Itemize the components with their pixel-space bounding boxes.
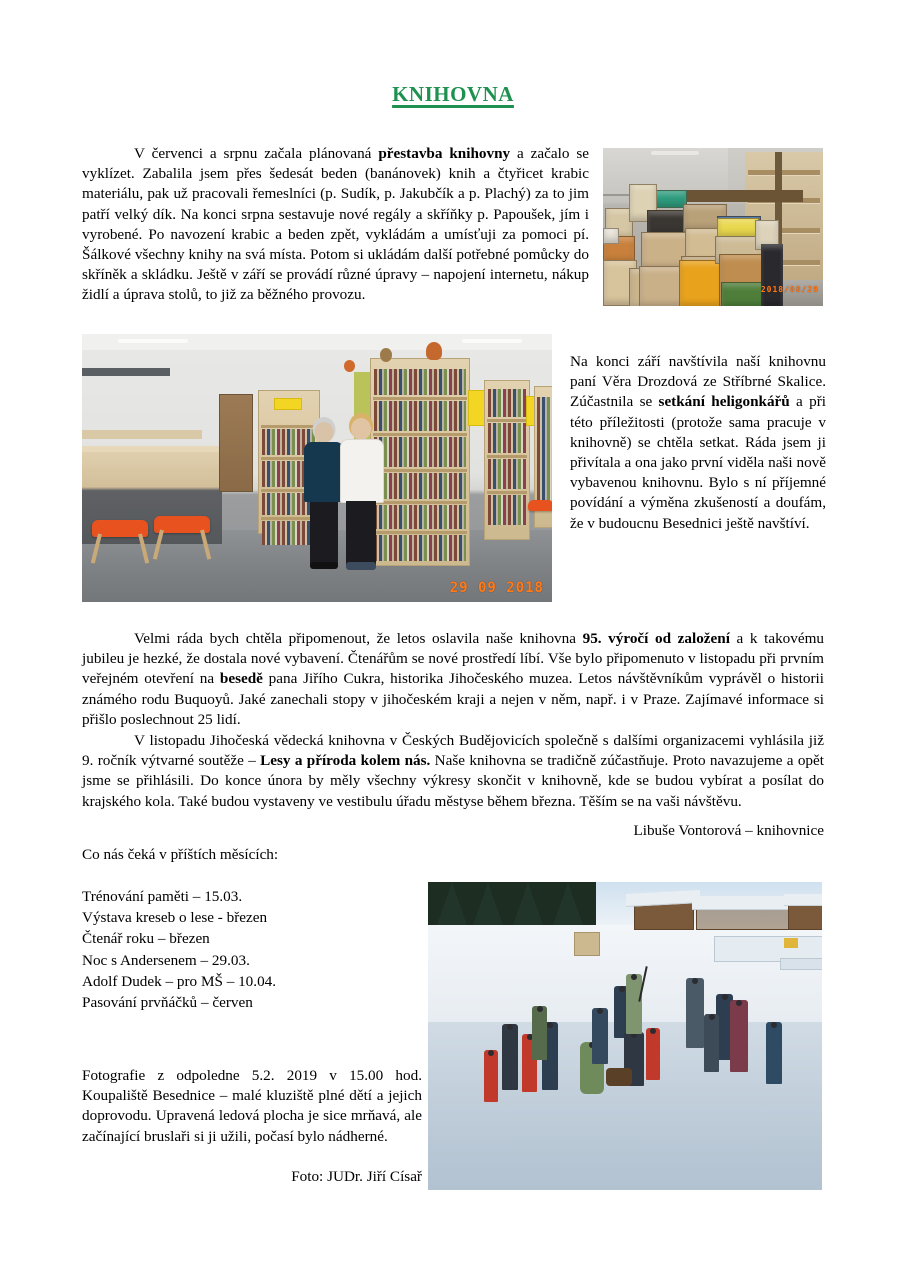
photo-bench xyxy=(784,938,798,948)
photo-bookcase-right xyxy=(484,380,530,540)
photo-carton xyxy=(679,260,723,306)
photo-ceiling-light xyxy=(118,339,188,343)
paragraph-library-renovation xyxy=(82,144,589,306)
photo-far-cabin-roof xyxy=(784,894,822,906)
photo-shelter xyxy=(696,908,790,930)
list-item: Pasování prvňáčků – červen xyxy=(82,994,253,1012)
photo-person xyxy=(766,1022,782,1084)
photo-person-legs xyxy=(346,501,376,565)
visit-text-2: a při této příležitosti (protože sama pracuje v knihovně) se chtěla setkat. Ráda jsem ji přivítala a ona jako první viděla naši nově vybavenou knihovnu. Bylo s ní příjemné povídání a výměna zkušeností a doufám, že v budoucnu Besednici ještě navštíví. xyxy=(570,393,826,532)
photo-person-shoes xyxy=(346,562,376,570)
intro-bold-1: přestavba knihovny xyxy=(378,145,511,162)
photo-shelter-roof xyxy=(692,896,792,910)
photo-person xyxy=(532,1006,547,1060)
anniv-text-3: pana Jiřího Cukra, historika Jihočeského muzea. Letos návštěvníkům vyprávěl o historii známého rodu Buquoyů. Jaké zanechali stopy v jihočeském kraji a nejen v něm, např. i v Praze. Zajímavé informace si přišlo poslechnout 25 lidí. xyxy=(82,670,824,728)
photo-person xyxy=(502,1024,518,1090)
anniv-bold-1: 95. výročí od založení xyxy=(582,630,730,647)
photo-person xyxy=(592,1008,608,1064)
photo-credit: Foto: JUDr. Jiří Císař xyxy=(291,1168,422,1185)
photo-far-cabin xyxy=(788,904,822,930)
photo-steps xyxy=(574,932,600,956)
packed-book-boxes-photo xyxy=(603,148,823,306)
photo-person xyxy=(730,1000,748,1072)
list-item: Trénování paměti – 15.03. xyxy=(82,888,243,905)
photo-person-head xyxy=(315,422,334,443)
photo-bookcase-center xyxy=(370,358,470,566)
photo-person-shoes xyxy=(310,562,338,569)
photo-plush-toy xyxy=(344,360,355,372)
anniv-bold-2: besedě xyxy=(219,670,263,688)
photo-carton xyxy=(603,228,619,244)
photo-person-librarian xyxy=(340,418,382,580)
list-item: Adolf Dudek – pro MŠ – 10.04. xyxy=(82,972,277,990)
photo-shelf-label-mvs xyxy=(274,398,302,410)
photo-person-visitor xyxy=(304,422,344,580)
photo-carton xyxy=(717,218,759,238)
photo-person-torso xyxy=(340,439,384,503)
photo-trolley xyxy=(761,244,783,306)
photo-wooden-cabin xyxy=(634,902,694,930)
page-title-text: KNIHOVNA xyxy=(392,82,514,106)
photo-dog xyxy=(606,1068,632,1086)
photo-date-stamp: 29 09 2018 xyxy=(449,580,544,596)
photo-person-torso xyxy=(304,442,344,502)
photo-wall-ledge xyxy=(82,430,202,439)
contest-text-1: V listopadu Jihočeská vědecká knihovna v Českých Budějovicích společně s dalšími organizacemi vyhlásila již 9. ročník výtvarné soutěže – xyxy=(82,732,824,770)
visit-bold-1: setkání heligonkářů xyxy=(658,393,790,411)
visit-text-1: Na konci září navštívila naší knihovnu paní Věra Drozdová ze Stříbrné Skalice. Zúčastnila se xyxy=(570,353,826,411)
photo-door xyxy=(219,394,253,492)
library-interior-with-visitors-photo xyxy=(82,334,552,602)
paragraph-art-competition xyxy=(82,731,824,812)
photo-tree-line xyxy=(428,882,596,928)
anniv-text-2: a k takovému jubileu je hezké, že dostala nové vybavení. Čtenářům se nové prostředí líbí. Vše bylo připomenuto v listopadu při prvním veřejném otevření na xyxy=(82,630,824,688)
photo-plush-toy xyxy=(380,348,392,362)
photo-person xyxy=(626,974,642,1034)
photo-ceiling-lamp xyxy=(651,151,699,155)
photo-plush-toy xyxy=(426,342,442,360)
photo-person-adult xyxy=(686,978,704,1048)
ice-rink-children-photo xyxy=(428,882,822,1190)
photo-dark-furniture xyxy=(683,190,803,202)
photo-rail xyxy=(82,368,170,376)
list-item: Noc s Andersenem – 29.03. xyxy=(82,951,250,969)
photo-person xyxy=(704,1014,719,1072)
photo-stool xyxy=(92,520,148,537)
upcoming-events-list xyxy=(82,886,422,1013)
photo-person xyxy=(484,1050,498,1102)
photo-stool-right xyxy=(528,500,552,511)
photo-person-legs xyxy=(310,502,338,564)
photo-person xyxy=(646,1028,660,1080)
page-title xyxy=(0,82,906,107)
paragraph-photo-description xyxy=(82,1066,422,1147)
contest-text-2: Naše knihovna se tradičně zúčastňuje. Proto navazujeme a opět jsme se přihlásili. Do konce února by měly všechny výkresy skončit v knihovně, kde se budou vybírat a posílat do krajského kola. Také budou vystaveny ve vestibulu úřadu městyse během března. Těším se na vaši návštěvu. xyxy=(82,752,824,810)
photo-date-stamp: 2018/08/29 xyxy=(760,285,819,294)
paragraph-visitor-from-stribrna-skalice xyxy=(570,352,826,534)
photo-wall xyxy=(603,148,728,196)
photo-stool xyxy=(154,516,210,533)
anniv-text-1: Velmi ráda bych chtěla připomenout, že letos oslavila naše knihovna xyxy=(134,630,583,647)
paragraph-95th-anniversary xyxy=(82,629,824,730)
photo-rink-board xyxy=(780,958,822,970)
photo-ceiling-light xyxy=(462,339,522,343)
list-item: Výstava kreseb o lese - březen xyxy=(82,909,268,927)
intro-text-2: a začalo se vyklízet. Zabalila jsem přes šedesát beden (banánovek) knih a čtyřicet krabic materiálu, pak už pracovali řemeslníci (p. Sudík, p. Jakubčík a p. Plachý) za to jim patří velký dík. Na konci srpna sestavuje nové regály a skříňky p. Papoušek, jím i vyrobené. Po navození krabic a beden zpět, vykládám a umísťuji za pomoci pí. Šálkové všechny knihy na svá místa. Potom si ukládám další potřebné pomůcky do skříněk a skládku. Ještě v září se provádí různé úpravy – napojení internetu, nákup židlí a úprava stolů, to již za běžného provozu. xyxy=(82,145,589,304)
photo-person-head xyxy=(351,418,371,440)
list-item: Čtenář roku – březen xyxy=(82,930,210,948)
contest-bold-1: Lesy a příroda kolem nás. xyxy=(260,752,431,770)
author-signature: Libuše Vontorová – knihovnice xyxy=(633,822,824,839)
upcoming-events-heading: Co nás čeká v příštích měsících: xyxy=(82,846,279,863)
intro-text-1: V červenci a srpnu začala plánovaná xyxy=(134,145,379,162)
photo-caption-text: Fotografie z odpoledne 5.2. 2019 v 15.00 hod. Koupaliště Besednice – malé kluziště plné dětí a jejich doprovodu. Upravená ledová plocha je sice mrňavá, ale začínající bruslaři si ji užili, počasí bylo nádherné. xyxy=(82,1067,422,1145)
